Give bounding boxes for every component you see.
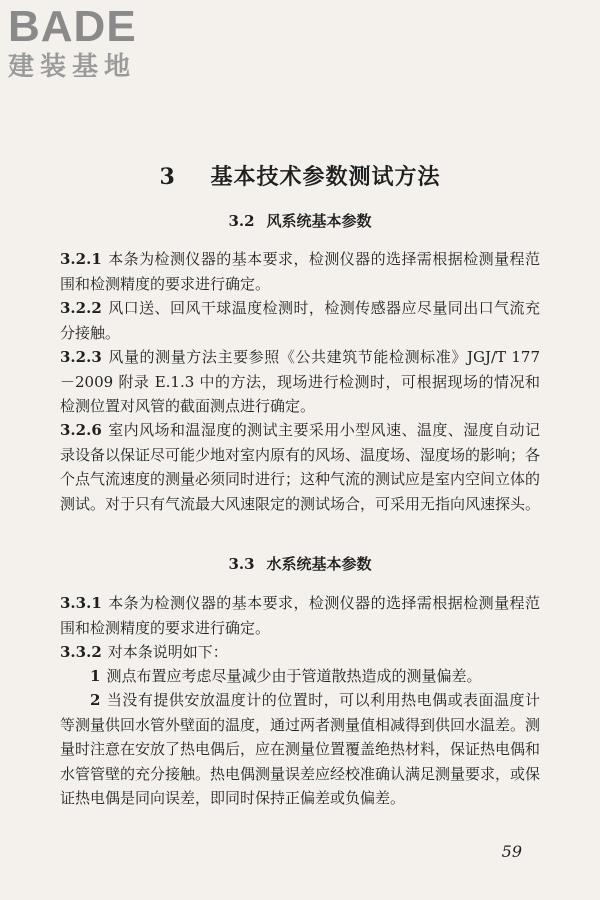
clause-3-2-1	[60, 247, 540, 296]
clause-text: 本条为检测仪器的基本要求，检测仪器的选择需根据检测量程范围和检测精度的要求进行确定。	[60, 250, 540, 293]
clause-3-3-2	[60, 640, 540, 665]
logo-subtitle: 建装基地	[8, 52, 137, 82]
clause-number: 3.2.1	[60, 250, 102, 268]
clause-text: 风量的测量方法主要参照《公共建筑节能检测标准》JGJ/T 177－2009 附录 E.1.3 中的方法，现场进行检测时，可根据现场的情况和检测位置对风管的截面测点进行确定。	[60, 348, 540, 415]
section-number: 3.2	[228, 212, 255, 230]
clause-3-2-2	[60, 296, 540, 345]
clause-number: 3.3.2	[60, 643, 102, 661]
clause-text: 对本条说明如下：	[107, 643, 228, 661]
item-number: 1	[90, 667, 101, 685]
section-title: 风系统基本参数	[266, 212, 372, 230]
clause-3-2-3	[60, 345, 540, 419]
item-text: 测点布置应考虑尽量减少由于管道散热造成的测量偏差。	[106, 667, 482, 685]
clause-3-2-6	[60, 418, 540, 516]
item-text: 当没有提供安放温度计的位置时，可以利用热电偶或表面温度计等测量供回水管外壁面的温度，通过两者测量值相减得到供回水温差。测量时注意在安放了热电偶后，应在测量位置覆盖绝热材料，保证热电偶和水管管壁的充分接触。热电偶测量误差应经校准确认满足测量要求，或保证热电偶是同向误差，即同时保持正偏差或负偏差。	[60, 691, 541, 807]
item-number: 2	[90, 691, 101, 709]
clause-text: 风口送、回风干球温度检测时，检测传感器应尽量同出口气流充分接触。	[60, 299, 540, 342]
section-number: 3.3	[228, 555, 255, 573]
chapter-heading	[0, 160, 600, 191]
list-item-1	[60, 664, 540, 689]
clause-text: 室内风场和温湿度的测试主要采用小型风速、温度、湿度自动记录设备以保证尽可能少地对室内原有的风场、温度场、湿度场的影响；各个点气流速度的测量必须同时进行；这种气流的测试应是室内空间立体的测试。对于只有气流最大风速限定的测试场合，可采用无指向风速探头。	[60, 421, 541, 513]
clause-number: 3.2.6	[60, 421, 102, 439]
clause-number: 3.2.3	[60, 348, 102, 366]
page-number: 59	[501, 842, 522, 861]
chapter-number: 3	[159, 164, 176, 190]
chapter-title: 基本技术参数测试方法	[210, 164, 441, 190]
section-heading-3-2	[0, 210, 600, 231]
section-title: 水系统基本参数	[266, 555, 372, 573]
logo-wordmark: BADE	[8, 2, 137, 51]
clause-number: 3.3.1	[60, 594, 102, 612]
list-item-2	[60, 688, 540, 811]
bade-logo	[8, 4, 178, 82]
clause-number: 3.2.2	[60, 299, 102, 317]
section-heading-3-3	[0, 553, 600, 574]
clause-text: 本条为检测仪器的基本要求，检测仪器的选择需根据检测量程范围和检测精度的要求进行确定。	[60, 594, 540, 637]
clause-3-3-1	[60, 591, 540, 640]
